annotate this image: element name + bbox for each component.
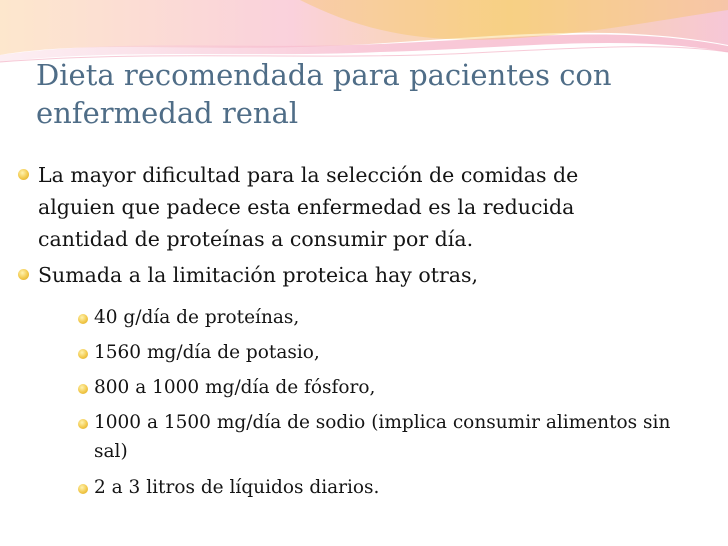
slide-title: Dieta recomendada para pacientes con enfermedad renal: [36, 58, 612, 130]
bullet-dot-icon: [18, 169, 29, 180]
bullet-dot-icon: [78, 384, 88, 394]
bullet-dot-icon: [78, 314, 88, 324]
bullet-dot-icon: [18, 269, 29, 280]
sub-bullet-item: [78, 373, 718, 402]
sub-bullet-item: [78, 303, 718, 332]
sub-bullet-text: 1560 mg/día de potasio,: [94, 342, 320, 363]
sub-bullet-item: [78, 338, 718, 367]
bullet-item: [18, 259, 698, 291]
bullet-text: Sumada a la limitación proteica hay otras,: [38, 263, 479, 287]
bullet-item: [18, 159, 698, 255]
sub-bullet-text: 800 a 1000 mg/día de fósforo,: [94, 377, 376, 398]
bullet-dot-icon: [78, 349, 88, 359]
sub-bullet-text: 2 a 3 litros de líquidos diarios.: [94, 477, 380, 498]
sub-bullet-text: 1000 a 1500 mg/día de sodio (implica consumir alimentos sin sal): [94, 412, 671, 462]
sub-bullet-text: 40 g/día de proteínas,: [94, 307, 300, 328]
bullet-dot-icon: [78, 419, 88, 429]
sub-bullet-item: [78, 473, 718, 502]
bullet-dot-icon: [78, 484, 88, 494]
bullet-text: La mayor dificultad para la selección de comidas de alguien que padece esta enfermedad es la reducida cantidad de proteínas a consumir por día.: [38, 163, 579, 251]
sub-bullet-item: [78, 408, 718, 466]
